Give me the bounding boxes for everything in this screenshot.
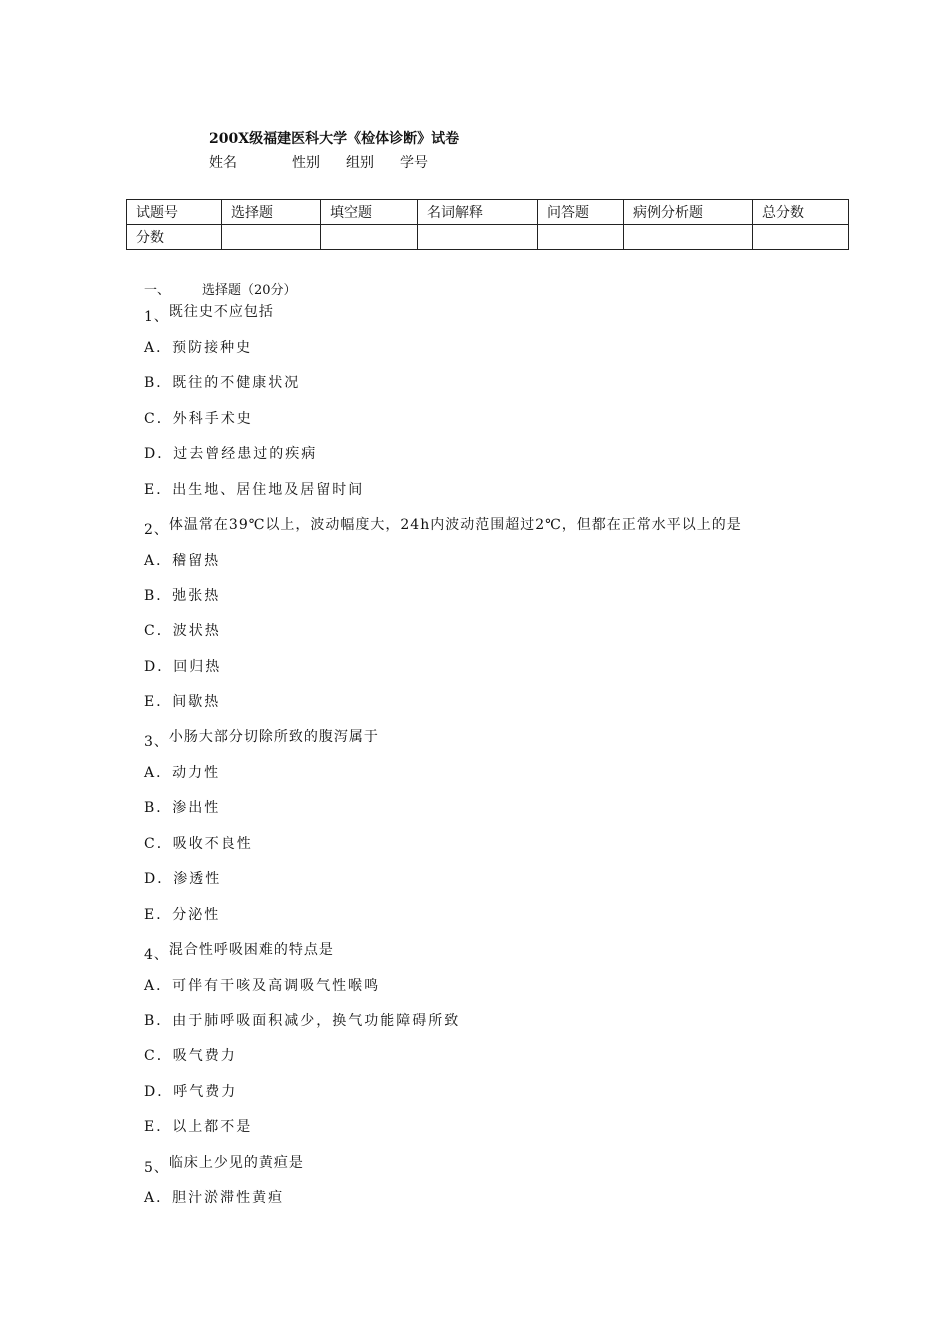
score-cell <box>538 225 624 250</box>
question-2 <box>144 514 742 538</box>
question-2-option-d: D．回归热 <box>144 659 222 675</box>
question-3-option-a: A．动力性 <box>144 765 221 781</box>
question-1-option-a: A．预防接种史 <box>144 340 253 356</box>
table-header-cell: 问答题 <box>538 200 624 225</box>
question-text: 临床上少见的黄疸是 <box>168 1155 304 1171</box>
question-number: 5、 <box>144 1160 169 1176</box>
score-row-label: 分数 <box>127 225 222 250</box>
group-field-label: 组别 <box>346 155 374 171</box>
question-3-option-d: D．渗透性 <box>144 871 222 887</box>
table-header-cell: 试题号 <box>127 200 222 225</box>
question-1-option-b: B．既往的不健康状况 <box>144 375 301 391</box>
question-4 <box>144 939 334 963</box>
question-4-option-b: B．由于肺呼吸面积减少，换气功能障碍所致 <box>144 1013 461 1029</box>
question-3-option-c: C．吸收不良性 <box>144 836 253 852</box>
section-title: 选择题（20分） <box>202 283 297 298</box>
question-2-option-b: B．弛张热 <box>144 588 221 604</box>
question-1 <box>144 301 274 325</box>
question-number: 1、 <box>144 309 169 325</box>
question-3-option-e: E．分泌性 <box>144 907 221 923</box>
question-2-option-c: C．波状热 <box>144 623 221 639</box>
question-3 <box>144 726 379 750</box>
question-text: 混合性呼吸困难的特点是 <box>168 942 334 958</box>
table-header-cell: 名词解释 <box>418 200 538 225</box>
question-number: 4、 <box>144 947 169 963</box>
score-cell <box>321 225 418 250</box>
student-id-field-label: 学号 <box>400 155 428 171</box>
question-2-option-e: E．间歇热 <box>144 694 221 710</box>
question-5-option-a: A．胆汁淤滞性黄疸 <box>144 1190 285 1206</box>
question-4-option-d: D．呼气费力 <box>144 1084 238 1100</box>
table-header-cell: 填空题 <box>321 200 418 225</box>
question-4-option-e: E．以上都不是 <box>144 1119 253 1135</box>
score-table <box>126 199 849 250</box>
question-number: 2、 <box>144 522 169 538</box>
question-2-option-a: A．稽留热 <box>144 553 221 569</box>
exam-title: 200X级福建医科大学《检体诊断》试卷 <box>209 131 460 147</box>
section-number: 一、 <box>144 283 171 298</box>
score-cell <box>624 225 753 250</box>
gender-field-label: 性别 <box>292 155 320 171</box>
question-5 <box>144 1152 304 1176</box>
score-cell <box>753 225 849 250</box>
question-1-option-e: E．出生地、居住地及居留时间 <box>144 482 365 498</box>
score-table-header-row <box>127 200 849 225</box>
table-header-cell: 病例分析题 <box>624 200 753 225</box>
table-header-cell: 总分数 <box>753 200 849 225</box>
question-1-option-c: C．外科手术史 <box>144 411 253 427</box>
question-text: 体温常在39℃以上，波动幅度大，24h内波动范围超过2℃，但都在正常水平以上的是 <box>168 517 742 533</box>
question-text: 小肠大部分切除所致的腹泻属于 <box>168 729 379 745</box>
question-3-option-b: B．渗出性 <box>144 800 221 816</box>
table-header-cell: 选择题 <box>222 200 321 225</box>
question-1-option-d: D．过去曾经患过的疾病 <box>144 446 318 462</box>
score-cell <box>418 225 538 250</box>
question-4-option-a: A．可伴有干咳及高调吸气性喉鸣 <box>144 978 381 994</box>
score-cell <box>222 225 321 250</box>
question-number: 3、 <box>144 734 169 750</box>
question-4-option-c: C．吸气费力 <box>144 1048 237 1064</box>
question-text: 既往史不应包括 <box>168 304 274 320</box>
name-field-label: 姓名 <box>209 155 237 171</box>
score-table-score-row <box>127 225 849 250</box>
